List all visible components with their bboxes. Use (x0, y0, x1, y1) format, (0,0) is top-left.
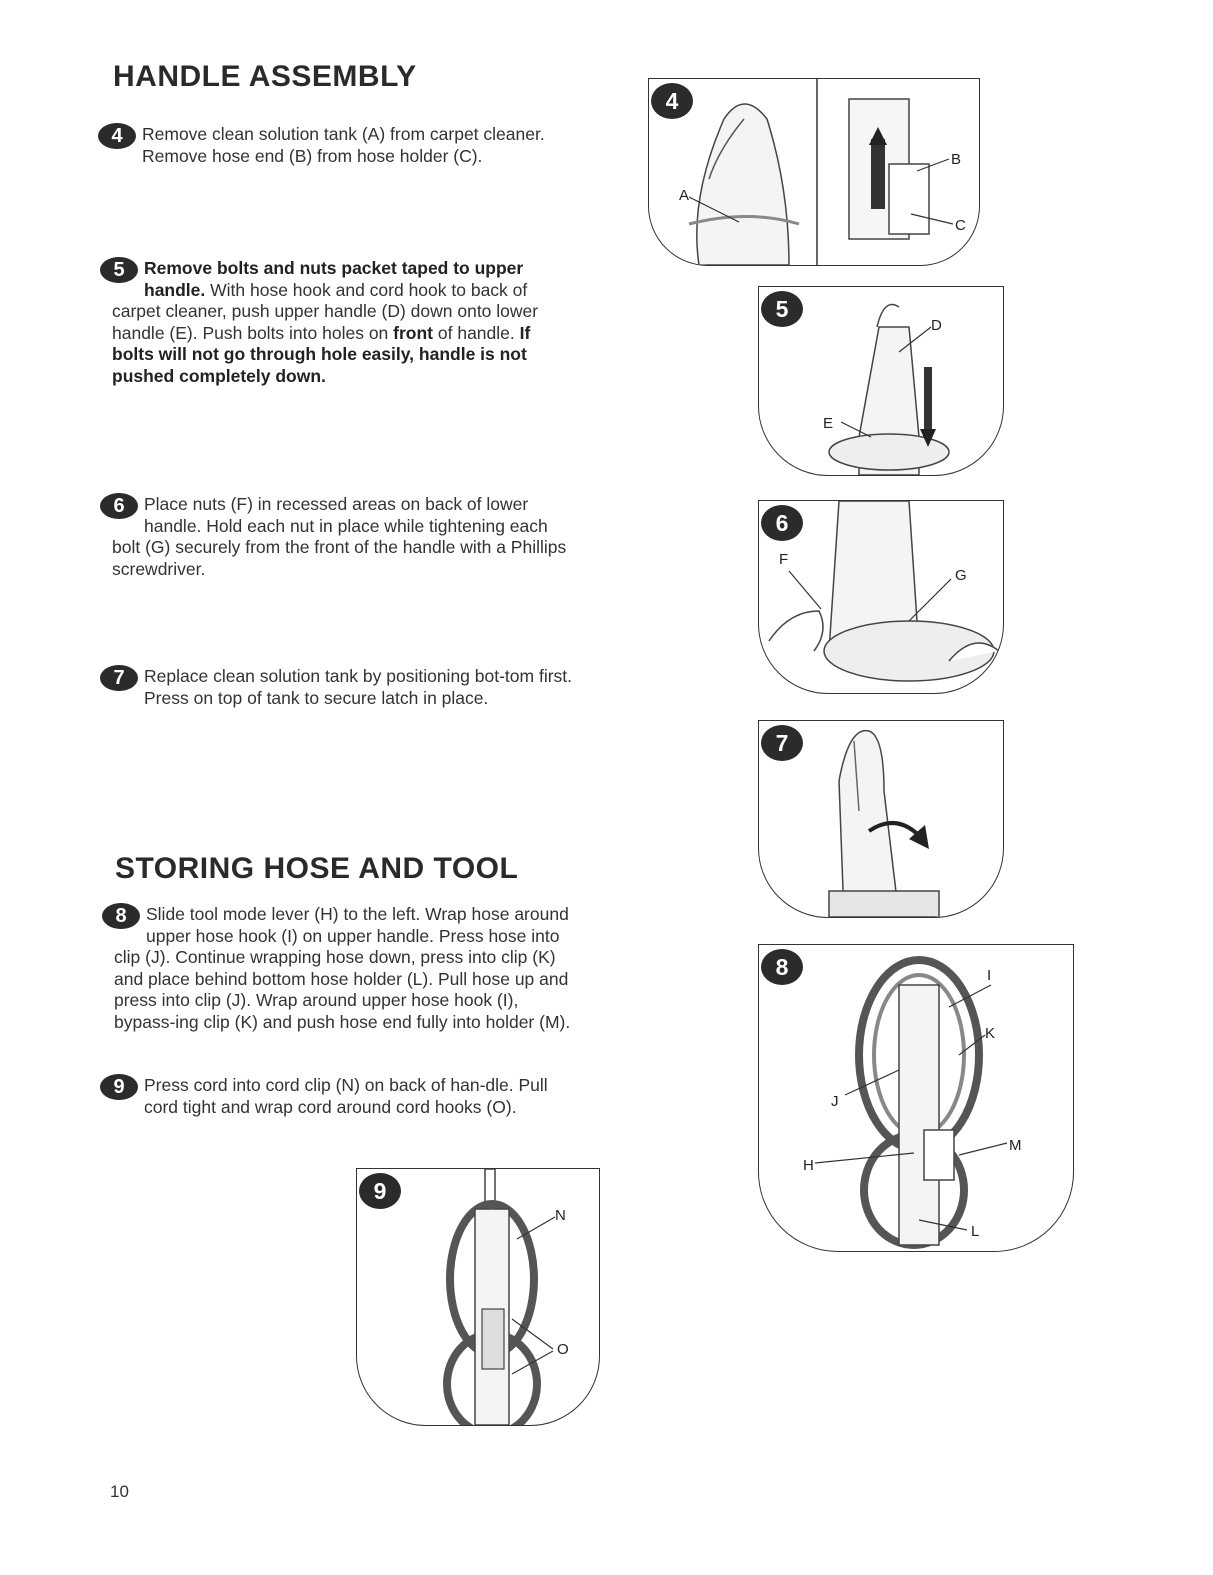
step-9 (112, 1075, 567, 1118)
figure-9 (356, 1168, 600, 1426)
step-badge: 6 (100, 493, 138, 519)
step-badge: 8 (102, 903, 140, 929)
callout-f: F (779, 551, 789, 568)
step-text: Slide tool mode lever (H) to the left. Wrap hose around upper hose hook (I) on upper handle. Press hose into clip (J). Continue wrapping hose down, press into clip (K) and place behind bottom hose holder (L). Pull hose up and press into clip (J). Wrap around upper hose hook (I), bypass-ing clip (K) and push hose end fully into holder (M). (114, 904, 571, 1032)
step-text-2: of handle. (433, 322, 520, 343)
callout-a: A (679, 187, 690, 204)
figure-badge: 6 (761, 505, 803, 541)
callout-g: G (955, 567, 967, 584)
section-title-handle-assembly: HANDLE ASSEMBLY (113, 60, 417, 93)
step-4 (110, 124, 580, 167)
figure-badge: 9 (359, 1173, 401, 1209)
step-text: With hose hook and cord hook to back of carpet cleaner, push upper handle (D) down onto lower handle (E). Push bolts into holes on (112, 279, 539, 343)
callout-n: N (555, 1207, 566, 1224)
step-text: Remove clean solution tank (A) from carpet cleaner. Remove hose end (B) from hose holder (C). (142, 124, 545, 166)
callout-k: K (985, 1025, 996, 1042)
section-title-storing-hose: STORING HOSE AND TOOL (115, 852, 519, 885)
callout-j: J (831, 1093, 839, 1110)
figure-badge: 4 (651, 83, 693, 119)
figure-6 (758, 500, 1004, 694)
page-number: 10 (110, 1482, 129, 1501)
step-8 (114, 904, 574, 1033)
callout-d: D (931, 317, 942, 334)
step-badge: 4 (98, 123, 136, 149)
figure-8-illustration (759, 945, 1073, 1251)
step-bold-warning: If bolts will not go through hole easily, handle is not pushed completely down. (112, 322, 531, 386)
figure-5 (758, 286, 1004, 476)
step-7 (112, 666, 572, 709)
callout-h: H (803, 1157, 814, 1174)
callout-o: O (557, 1341, 569, 1358)
callout-l: L (971, 1223, 980, 1240)
figure-7 (758, 720, 1004, 918)
step-bold-front: front (393, 322, 434, 343)
step-bold-lead: Remove bolts and nuts packet taped to upper handle. (144, 258, 524, 300)
figure-badge: 5 (761, 291, 803, 327)
step-text: Replace clean solution tank by positioning bot-tom first. Press on top of tank to secure latch in place. (144, 666, 573, 708)
figure-badge: 7 (761, 725, 803, 761)
figure-badge: 8 (761, 949, 803, 985)
step-badge: 5 (100, 257, 138, 283)
callout-b: B (951, 151, 962, 168)
figure-4 (648, 78, 980, 266)
callout-e: E (823, 415, 834, 432)
figure-4-illustration (649, 79, 979, 265)
figure-8 (758, 944, 1074, 1252)
step-badge: 7 (100, 665, 138, 691)
step-badge: 9 (100, 1074, 138, 1100)
callout-i: I (987, 967, 992, 984)
step-text: Place nuts (F) in recessed areas on back of lower handle. Hold each nut in place while tightening each bolt (G) securely from the front of the handle with a Phillips screwdriver. (112, 494, 567, 579)
callout-m: M (1009, 1137, 1022, 1154)
step-text: Press cord into cord clip (N) on back of han-dle. Pull cord tight and wrap cord around cord hooks (O). (144, 1075, 548, 1117)
step-5 (112, 258, 572, 387)
step-6 (112, 494, 567, 580)
callout-c: C (955, 217, 966, 234)
